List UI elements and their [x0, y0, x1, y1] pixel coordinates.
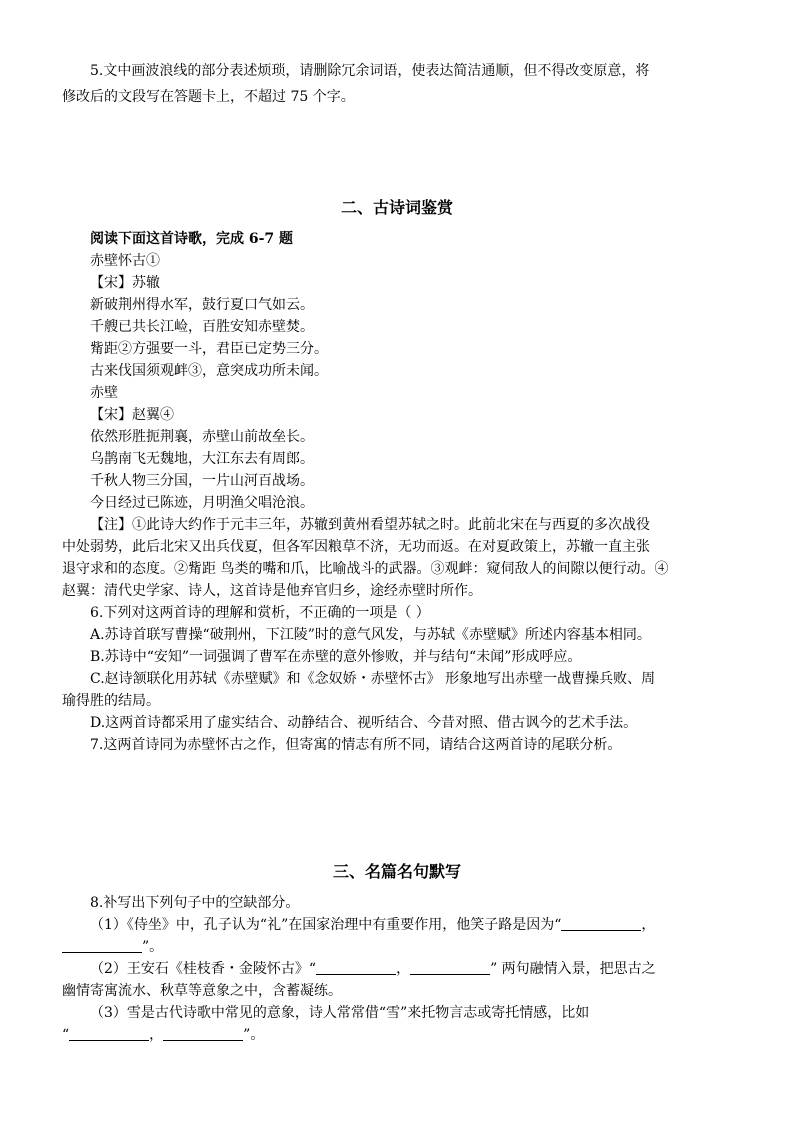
- q8-item-1: [90, 914, 655, 936]
- q8-item-3-end: ”。: [243, 1027, 265, 1043]
- poem2-title: 赤壁: [90, 385, 118, 401]
- poem1-title: 赤壁怀古①: [90, 253, 160, 269]
- q8-item-1-end: ”。: [142, 939, 164, 955]
- poem1-line-3: 觜距②方强要一斗，君臣已定势三分。: [90, 341, 328, 357]
- q5-line-1: 5.文中画波浪线的部分表述烦琐，请删除冗余词语，使表达简洁通顺，但不得改变原意，将: [90, 63, 650, 79]
- poem1-line-2: 千艘已共长江崄，百胜安知赤壁焚。: [90, 319, 314, 335]
- poem1-author: 【宋】苏辙: [90, 275, 160, 291]
- q8-item-2-text: （2）王安石《桂枝香・金陵怀古》“: [90, 961, 317, 977]
- poem2-line-1: 依然形胜扼荆襄，赤壁山前故垒长。: [90, 429, 314, 445]
- blank-separator: ，: [149, 1027, 164, 1043]
- blank-open-quote: “: [62, 1027, 70, 1043]
- section2-instruction: 阅读下面这首诗歌，完成 6-7 题: [90, 231, 294, 247]
- note-line-1: 【注】①此诗大约作于元丰三年，苏辙到黄州看望苏轼之时。此前北宋在与西夏的多次战役: [90, 517, 650, 533]
- poem2-line-4: 今日经过已陈迹，月明渔父唱沧浪。: [90, 495, 314, 511]
- q8-item-2: [90, 958, 656, 980]
- poem2-line-3: 千秋人物三分国，一片山河百战场。: [90, 473, 314, 489]
- answer-blank[interactable]: [561, 916, 641, 931]
- poem1-line-4: 古来伐国须观衅③，意突成功所未闻。: [90, 363, 328, 379]
- poem2-author: 【宋】赵翼④: [90, 407, 174, 423]
- q7-stem: 7.这两首诗同为赤壁怀古之作，但寄寓的情志有所不同，请结合这两首诗的尾联分析。: [90, 737, 622, 753]
- q6-option-d: D.这两首诗都采用了虚实结合、动静结合、视听结合、今昔对照、借古讽今的艺术手法。: [90, 715, 638, 731]
- q8-stem: 8.补写出下列句子中的空缺部分。: [90, 895, 300, 911]
- blank-separator: ，: [396, 961, 411, 977]
- q8-item-3-cont: [62, 1024, 264, 1046]
- q8-item-1-cont: [62, 936, 163, 958]
- blank-separator: ，: [641, 917, 656, 933]
- q6-option-c-2: 瑜得胜的结局。: [62, 693, 160, 709]
- q5-line-2: 修改后的文段写在答题卡上，不超过 75 个字。: [62, 89, 355, 105]
- answer-blank[interactable]: [69, 1026, 149, 1041]
- poem1-line-1: 新破荆州得水军，鼓行夏口气如云。: [90, 297, 314, 313]
- q8-item-2-cont: 幽情寄寓流水、秋草等意象之中，含蓄凝练。: [62, 983, 342, 999]
- answer-blank[interactable]: [410, 960, 490, 975]
- section2-title: 二、古诗词鉴赏: [340, 198, 453, 217]
- q8-item-1-text: （1）《侍坐》中，孔子认为“礼”在国家治理中有重要作用，他笑子路是因为“: [90, 917, 562, 933]
- note-line-3: 退守求和的态度。②觜距 鸟类的嘴和爪，比喻战斗的武器。③观衅：窥伺敌人的间隙以便行动。④: [62, 561, 669, 577]
- q6-stem: 6.下列对这两首诗的理解和赏析，不正确的一项是（ ）: [90, 605, 430, 621]
- answer-blank[interactable]: [62, 938, 142, 953]
- answer-blank[interactable]: [316, 960, 396, 975]
- section3-title: 三、名篇名句默写: [332, 862, 461, 881]
- q6-option-c-1: C.赵诗颔联化用苏轼《赤壁赋》和《念奴娇・赤壁怀古》 形象地写出赤壁一战曹操兵败、周: [90, 671, 656, 687]
- q8-item-3: （3）雪是古代诗歌中常见的意象，诗人常常借“雪”来托物言志或寄托情感，比如: [90, 1005, 590, 1021]
- q6-option-a: A.苏诗首联写曹操“破荆州，下江陵”时的意气风发，与苏轼《赤壁赋》所述内容基本相同。: [90, 627, 651, 643]
- q8-item-2-text-b: ” 两句融情入景，把思古之: [490, 961, 656, 977]
- poem2-line-2: 乌鹊南飞无魏地，大江东去有周郎。: [90, 451, 314, 467]
- note-line-2: 中处弱势，此后北宋又出兵伐夏，但各军因粮草不济，无功而返。在对夏政策上，苏辙一直主张: [62, 539, 650, 555]
- q6-option-b: B.苏诗中“安知”一词强调了曹军在赤壁的意外惨败，并与结句“未闻”形成呼应。: [90, 649, 582, 665]
- note-line-4: 赵翼：清代史学家、诗人，这首诗是他弃官归乡，途经赤壁时所作。: [62, 583, 482, 599]
- answer-blank[interactable]: [163, 1026, 243, 1041]
